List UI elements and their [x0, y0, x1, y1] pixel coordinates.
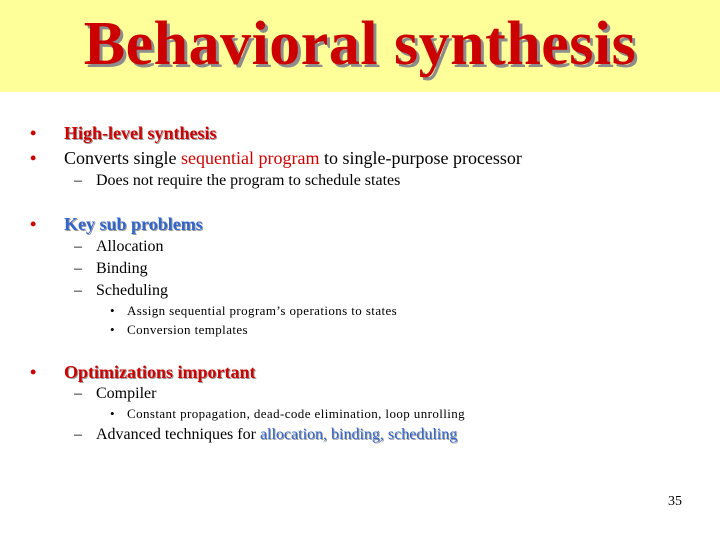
sub-item-text [96, 425, 457, 445]
sub-item-text: Scheduling [96, 282, 168, 299]
bullet-marker-small: • [110, 303, 115, 318]
dash-marker: – [74, 282, 82, 299]
dash-marker: – [74, 172, 82, 189]
sub-item-text-prefix: Advanced techniques for [96, 426, 260, 443]
bullet-marker: • [30, 148, 37, 168]
bullet-text: Optimizations important [64, 362, 256, 382]
bullet-text-prefix: Converts single [64, 148, 181, 168]
highlight-sequential-program: sequential program [181, 148, 320, 168]
subsub-item-text: Conversion templates [127, 322, 249, 337]
bullet-text-suffix: to single-purpose processor [319, 148, 522, 168]
bullet-marker: • [30, 214, 37, 234]
dash-marker: – [74, 260, 82, 277]
dash-marker: – [74, 385, 82, 402]
subsub-item-text: Assign sequential program’s operations to states [127, 303, 398, 318]
sub-item-text: Binding [96, 260, 148, 277]
sub-item-text: Compiler [96, 385, 157, 402]
sub-item-text: Does not require the program to schedule states [96, 172, 401, 189]
dash-marker: – [74, 426, 82, 443]
subsub-item-text: Constant propagation, dead-code elimination, loop unrolling [127, 406, 466, 421]
dash-marker: – [74, 238, 82, 255]
bullet-marker: • [30, 362, 37, 382]
bullet-text: Key sub problems [64, 214, 203, 234]
bullet-text: High-level synthesis [64, 123, 217, 143]
page-number: 35 [668, 494, 682, 509]
bullet-marker-small: • [110, 322, 115, 337]
sub-item-text: Allocation [96, 238, 164, 255]
bullet-marker-small: • [110, 406, 115, 421]
bullet-text [64, 147, 522, 169]
bullet-marker: • [30, 123, 37, 143]
slide-title: Behavioral synthesis [83, 10, 637, 78]
highlight-allocation-binding-scheduling: allocation, binding, scheduling [259, 426, 458, 443]
